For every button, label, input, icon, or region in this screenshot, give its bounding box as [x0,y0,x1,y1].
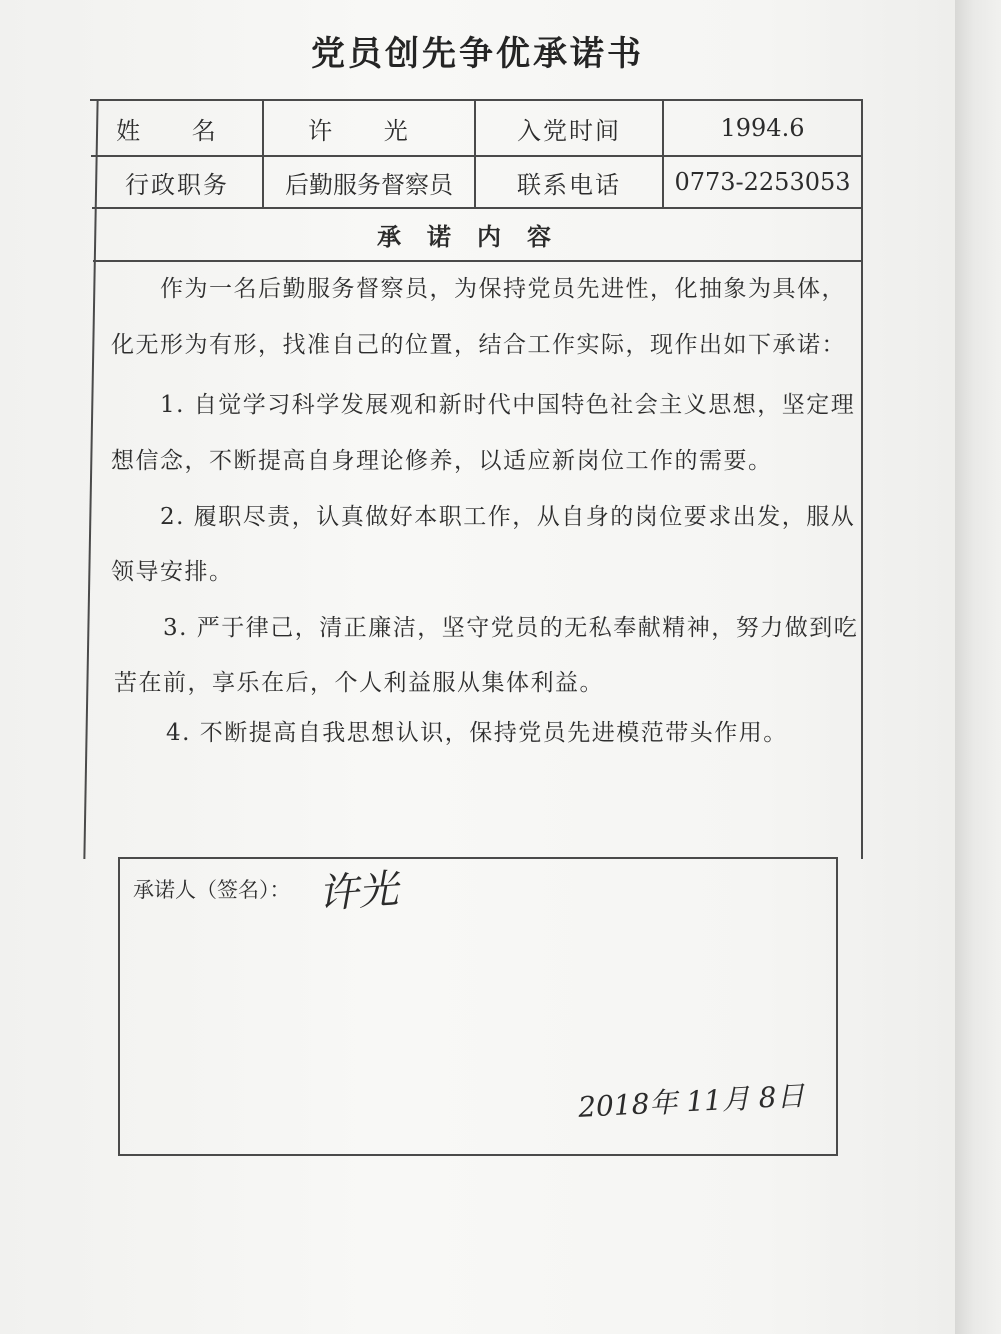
commitment-3-line-1: 3. 严于律己，清正廉洁，坚守党员的无私奉献精神，努力做到吃 [163,615,859,641]
name-label: 姓 名 [116,116,238,145]
paragraph-intro-line-2: 化无形为有形，找准自己的位置，结合工作实际，现作出如下承诺： [111,332,846,358]
commitment-2-line-2: 领导安排。 [111,559,234,585]
join-date-value: 1994.6 [720,114,805,142]
signature-box-top [118,857,838,859]
name-value: 许 光 [308,116,430,145]
commitment-2-line-1: 2. 履职尽责，认真做好本职工作，从自身的岗位要求出发，服从 [160,504,856,530]
paragraph-intro-line-1: 作为一名后勤服务督察员，为保持党员先进性，化抽象为具体， [160,276,846,302]
commitment-4-line-1: 4. 不断提高自我思想认识，保持党员先进模范带头作用。 [166,720,788,746]
signature-box-right [836,857,838,1155]
page-edge-shadow [955,0,1001,1334]
commitment-3-line-2: 苦在前，享乐在后，个人利益服从集体利益。 [114,670,604,696]
phone-label: 联系电话 [517,170,621,199]
signature-box-left [118,857,120,1155]
position-label: 行政职务 [125,170,229,199]
signer-label: 承诺人（签名）： [133,878,291,902]
content-heading: 承诺内容 [377,221,577,251]
document-title: 党员创先争优承诺书 [311,34,644,74]
join-date-label: 入党时间 [517,116,621,145]
signature-box-bottom [118,1154,838,1156]
commitment-1-line-2: 想信念，不断提高自身理论修养，以适应新岗位工作的需要。 [111,448,773,474]
position-value: 后勤服务督察员 [285,170,453,199]
handwritten-signature: 许光 [316,866,400,918]
commitment-1-line-1: 1. 自觉学习科学发展观和新时代中国特色社会主义思想，坚定理 [160,392,856,418]
signing-date: 2018年 11月 8日 [577,1079,806,1124]
phone-value: 0773-2253053 [674,168,851,196]
